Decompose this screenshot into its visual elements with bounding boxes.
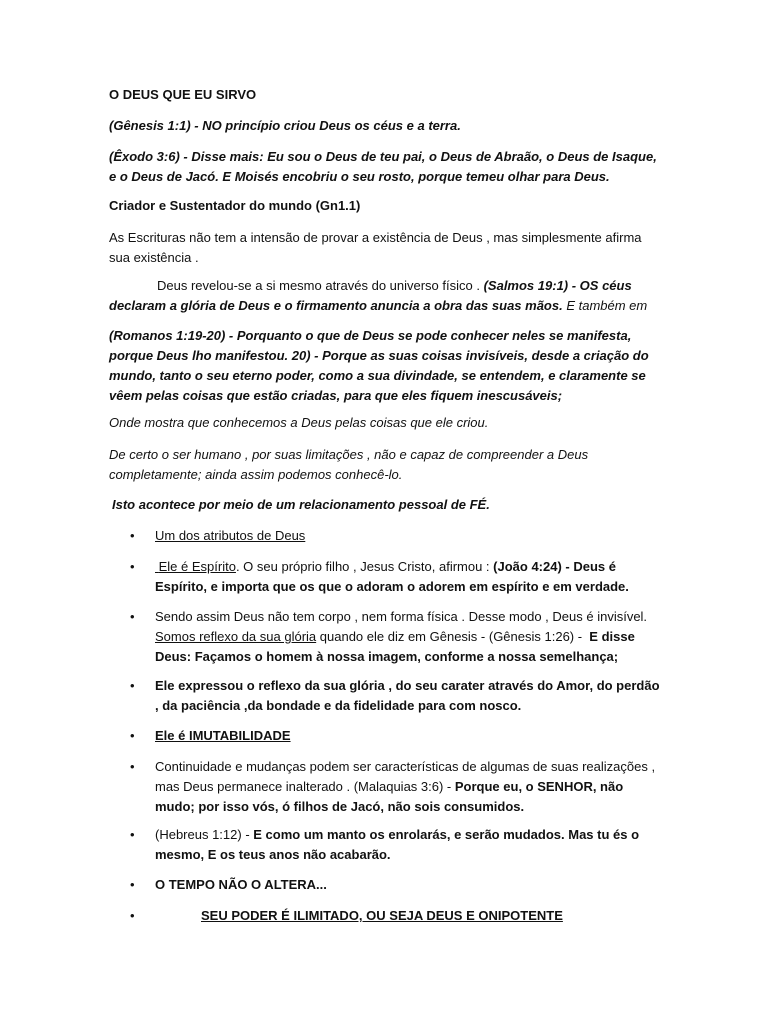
bullet: • xyxy=(130,528,135,543)
revelou-paragraph xyxy=(109,276,661,316)
list-item-espirito xyxy=(155,557,665,597)
revelou-tail: E também em xyxy=(562,298,648,313)
list-item-tempo: O TEMPO NÃO O ALTERA... xyxy=(155,877,327,892)
bullet: • xyxy=(130,759,135,774)
onde-paragraph: Onde mostra que conhecemos a Deus pelas coisas que ele criou. xyxy=(109,415,489,430)
malaquias-verse: Porque eu, o SENHOR, não mudo; por isso vós, ó filhos de Jacó, não sois consumidos. xyxy=(155,779,627,814)
reflexo-text: Somos reflexo da sua glória xyxy=(155,629,317,644)
bullet: • xyxy=(130,908,135,923)
isto-paragraph: Isto acontece por meio de um relacionamento pessoal de FÉ. xyxy=(112,497,490,512)
bullet: • xyxy=(130,827,135,842)
hebreus-reference: (Hebreus 1:12) - xyxy=(155,827,254,842)
espirito-heading: Ele é Espírito xyxy=(155,559,236,574)
list-item-corpo xyxy=(155,607,665,667)
list-item-atributos: Um dos atributos de Deus xyxy=(155,528,306,543)
continuidade-text: Continuidade e mudanças podem ser características de algumas de suas realizações , mas Deus permanece inalterado . (Malaquias 3:6) - xyxy=(155,759,659,794)
escrituras-paragraph: As Escrituras não tem a intensão de provar a existência de Deus , mas simplesmente afirma sua existência . xyxy=(109,230,642,265)
bullet: • xyxy=(130,877,135,892)
list-item-imutabilidade: Ele é IMUTABILIDADE xyxy=(155,728,291,743)
hebreus-verse: E como um manto os enrolarás, e serão mudados. Mas tu és o mesmo, E os teus anos não acabarão. xyxy=(155,827,643,862)
genesis-reference: quando ele diz em Gênesis - (Gênesis 1:26) - xyxy=(316,629,590,644)
list-item-expressou: Ele expressou o reflexo da sua glória , do seu carater através do Amor, do perdão , da paciência ,da bondade e da fidelidade para com nosco. xyxy=(155,678,660,713)
bullet: • xyxy=(130,559,135,574)
joao-verse: (João 4:24) - Deus é Espírito, e importa que os que o adoram o adorem em espírito e em verdade. xyxy=(155,559,629,594)
genesis-verse: (Gênesis 1:1) - NO princípio criou Deus os céus e a terra. xyxy=(109,118,461,133)
corpo-text: Sendo assim Deus não tem corpo , nem forma física . Desse modo , Deus é invisível. xyxy=(155,609,651,624)
exodo-verse: (Êxodo 3:6) - Disse mais: Eu sou o Deus de teu pai, o Deus de Abraão, o Deus de Isaque, e o Deus de Jacó. E Moisés encobriu o seu rosto, porque temeu olhar para Deus. xyxy=(109,149,657,184)
salmos-verse: (Salmos 19:1) - OS céus declaram a glória de Deus e o firmamento anuncia a obra das suas mãos. xyxy=(109,278,636,313)
bullet: • xyxy=(130,728,135,743)
romanos-verse: (Romanos 1:19-20) - Porquanto o que de Deus se pode conhecer neles se manifesta, porque Deus lho manifestou. 20) - Porque as suas coisas invisíveis, desde a criação do mundo, tanto o seu eterno poder, como a sua divindade, se entendem, e claramente se vêem pelas coisas que estão criadas, para que eles fiquem inescusáveis; xyxy=(109,328,649,403)
list-item-poder: SEU PODER É ILIMITADO, OU SEJA DEUS E ONIPOTENTE xyxy=(201,908,563,923)
bullet: • xyxy=(130,678,135,693)
list-item-continuidade xyxy=(155,757,665,817)
document-title: O DEUS QUE EU SIRVO xyxy=(109,87,257,102)
bullet: • xyxy=(130,609,135,624)
decerto-paragraph: De certo o ser humano , por suas limitações , não e capaz de compreender a Deus completamente; ainda assim podemos conhecê-lo. xyxy=(109,447,589,482)
genesis-126-verse: E disse Deus: Façamos o homem à nossa imagem, conforme a nossa semelhança; xyxy=(155,629,639,664)
revelou-text: Deus revelou-se a si mesmo através do universo físico . xyxy=(157,278,484,293)
espirito-text: . O seu próprio filho , Jesus Cristo, afirmou : xyxy=(235,559,494,574)
list-item-hebreus xyxy=(155,825,665,865)
section-subtitle: Criador e Sustentador do mundo (Gn1.1) xyxy=(109,198,361,213)
